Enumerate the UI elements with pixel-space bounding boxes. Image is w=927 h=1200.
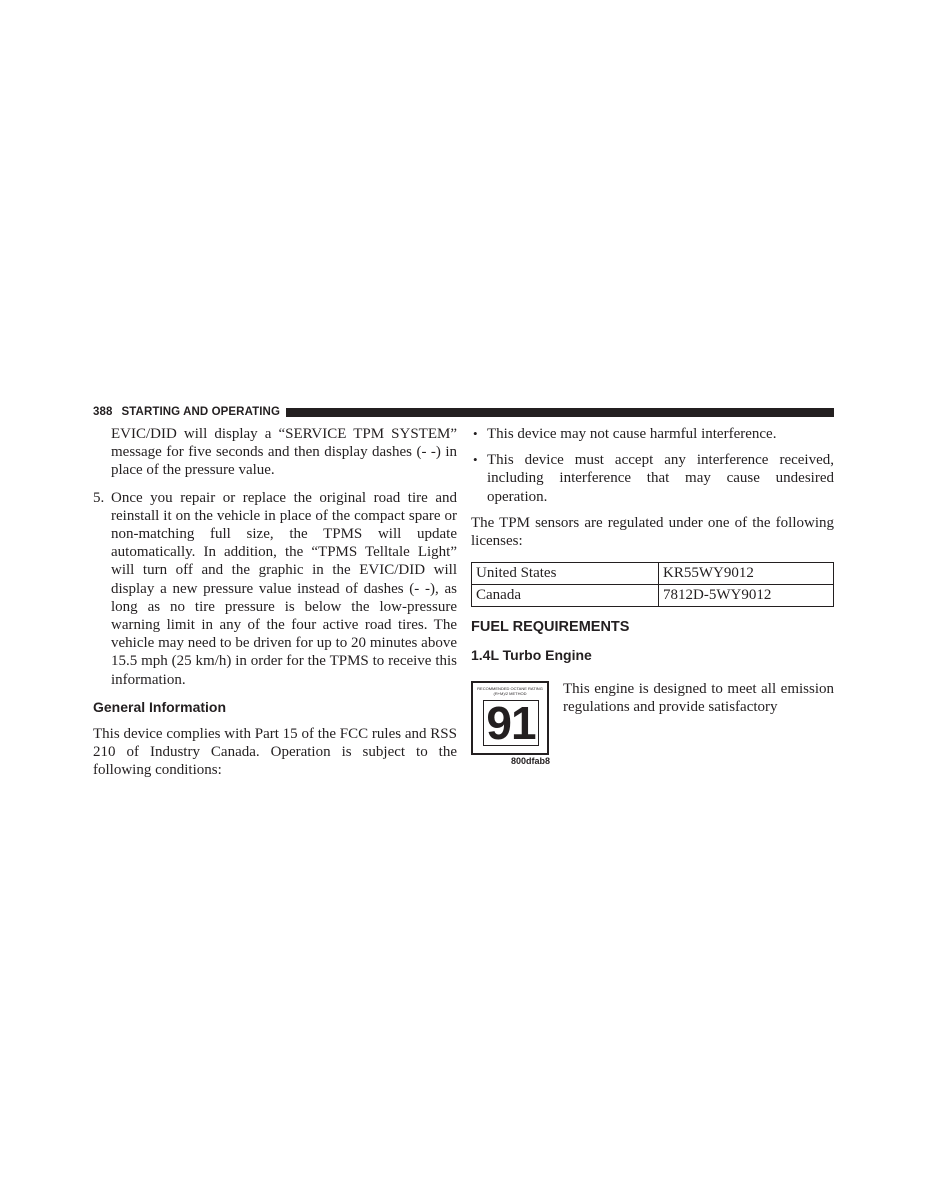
table-cell-license: 7812D-5WY9012 — [659, 585, 834, 607]
right-column — [471, 425, 834, 766]
fuel-requirements-heading: FUEL REQUIREMENTS — [471, 619, 630, 636]
continued-paragraph: EVIC/DID will display a “SERVICE TPM SYSTEM” message for five seconds and then display dashes (- -) in place of the pressure value. — [111, 426, 457, 479]
octane-label-frame — [471, 681, 549, 755]
engine-heading: 1.4L Turbo Engine — [471, 647, 592, 664]
octane-value-box — [483, 697, 539, 750]
left-column — [93, 425, 457, 779]
bullet-text: This device may not cause harmful interference. — [487, 426, 777, 442]
table-row — [472, 563, 834, 585]
step-text: Once you repair or replace the original road tire and reinstall it on the vehicle in place of the compact spare or non-matching full size, the TPMS will update automatically. In addition, the “TPMS Telltale Light” will turn off and the graphic in the EVIC/DID will display a new pressure value instead of dashes (- -), as long as no tire pressure is below the low-pressure warning limit in any of the four active road tires. The vehicle may need to be driven for up to 20 minutes above 15.5 mph (25 km/h) in order for the TPMS to receive this information. — [111, 489, 457, 688]
engine-block — [471, 681, 834, 766]
table-cell-country: United States — [472, 563, 659, 585]
bullet-dot-icon: • — [473, 452, 478, 468]
page-number: 388 — [93, 406, 113, 418]
licenses-table — [471, 562, 834, 607]
section-title: STARTING AND OPERATING — [121, 406, 281, 418]
bullet-text: This device must accept any interference received, including interference that may cause undesired operation. — [487, 452, 834, 505]
octane-label-image — [471, 681, 555, 766]
engine-paragraph: This engine is designed to meet all emission regulations and provide satisfactory — [563, 681, 834, 716]
octane-value: 91 — [486, 697, 536, 750]
step-5 — [93, 489, 457, 689]
licenses-intro: The TPM sensors are regulated under one of the following licenses: — [471, 514, 834, 550]
bullet-item — [471, 451, 834, 506]
header-rule — [286, 408, 834, 417]
octane-label-caption: RECOMMENDED OCTANE RATING (R+M)/2 METHOD — [477, 686, 543, 696]
image-code: 800dfab8 — [511, 756, 551, 767]
general-information-paragraph: This device complies with Part 15 of the FCC rules and RSS 210 of Industry Canada. Operation is subject to the following conditions: — [93, 725, 457, 779]
table-cell-license: KR55WY9012 — [659, 563, 834, 585]
step-number: 5. — [93, 489, 105, 506]
table-row — [472, 585, 834, 607]
bullet-dot-icon: • — [473, 426, 478, 441]
page-header — [93, 404, 834, 420]
general-information-heading: General Information — [93, 698, 227, 715]
table-cell-country: Canada — [472, 585, 659, 607]
bullet-item — [471, 425, 834, 443]
